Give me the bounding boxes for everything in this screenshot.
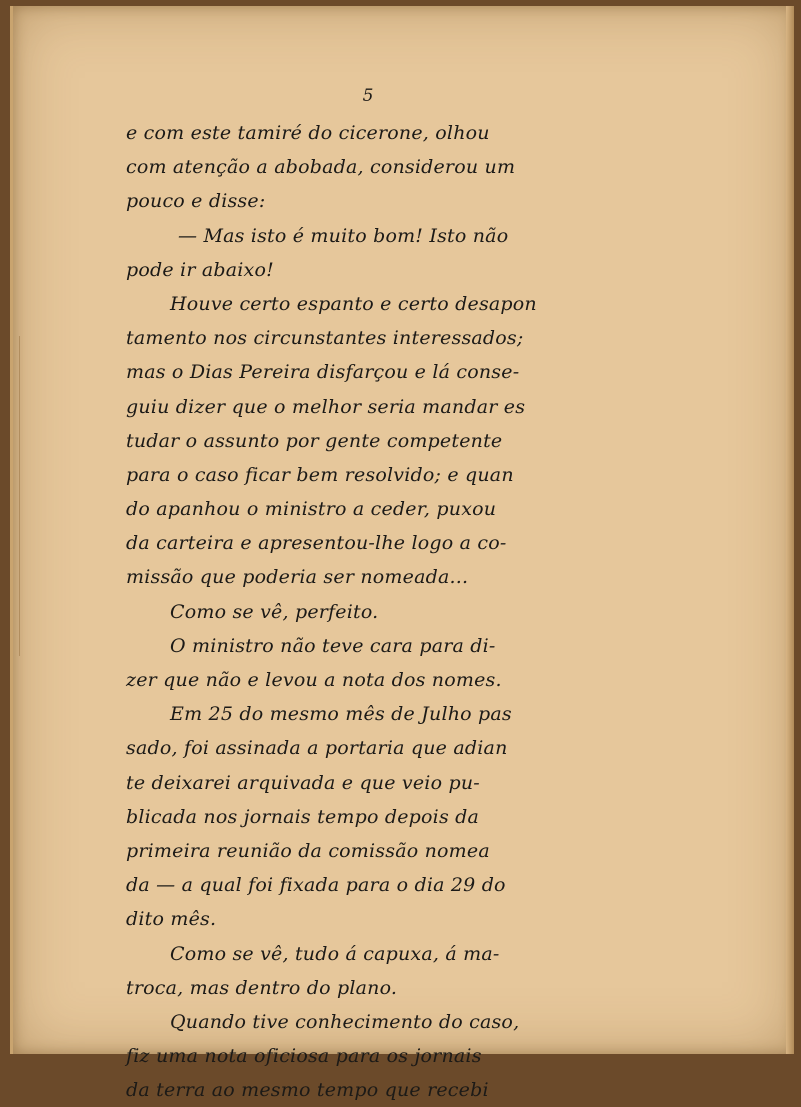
text-line: troca, mas dentro do plano. — [126, 976, 398, 999]
text-line: tudar o assunto por gente competente — [126, 429, 503, 452]
text-line: blicada nos jornais tempo depois da — [126, 805, 480, 828]
text-line: Quando tive conhecimento do caso, — [170, 1010, 520, 1033]
text-line: tamento nos circunstantes interessados; — [126, 327, 524, 350]
text-line: missão que poderia ser nomeada... — [126, 566, 469, 589]
manuscript-page — [10, 6, 794, 1102]
text-line: da terra ao mesmo tempo que recebi — [126, 1079, 489, 1102]
text-line: sado, foi assinada a portaria que adian — [126, 737, 508, 760]
text-line: guiu dizer que o melhor seria mandar es — [126, 395, 526, 418]
page-number: 5 — [362, 86, 374, 106]
text-line: pode ir abaixo! — [126, 258, 274, 281]
text-line: Como se vê, perfeito. — [170, 600, 379, 623]
text-line: — Mas isto é muito bom! Isto não — [178, 224, 509, 247]
text-line: Em 25 do mesmo mês de Julho pas — [170, 703, 512, 726]
text-line: fiz uma nota oficiosa para os jornais — [126, 1045, 482, 1068]
text-line: te deixarei arquivada e que veio pu- — [126, 771, 480, 794]
page-edge — [786, 6, 794, 1054]
text-line: primeira reunião da comissão nomea — [126, 839, 490, 862]
text-line: do apanhou o ministro a ceder, puxou — [126, 498, 497, 521]
text-line: Houve certo espanto e certo desapon — [170, 292, 537, 315]
text-line: e com este tamiré do cicerone, olhou — [126, 122, 490, 144]
text-line: O ministro não teve cara para di- — [170, 634, 496, 657]
text-line: da carteira e apresentou-lhe logo a co- — [126, 532, 507, 555]
text-line: pouco e disse: — [126, 190, 266, 213]
text-line: com atenção a abobada, considerou um — [126, 156, 516, 179]
text-line: Como se vê, tudo á capuxa, á ma- — [170, 942, 500, 965]
text-line: da — a qual foi fixada para o dia 29 do — [126, 874, 506, 897]
binding-edge — [13, 336, 20, 656]
text-line: mas o Dias Pereira disfarçou e lá conse- — [126, 361, 520, 384]
text-line: para o caso ficar bem resolvido; e quan — [126, 463, 514, 486]
text-line: zer que não e levou a nota dos nomes. — [126, 669, 502, 691]
text-line: dito mês. — [126, 908, 217, 931]
handwritten-text-block — [118, 116, 618, 1107]
